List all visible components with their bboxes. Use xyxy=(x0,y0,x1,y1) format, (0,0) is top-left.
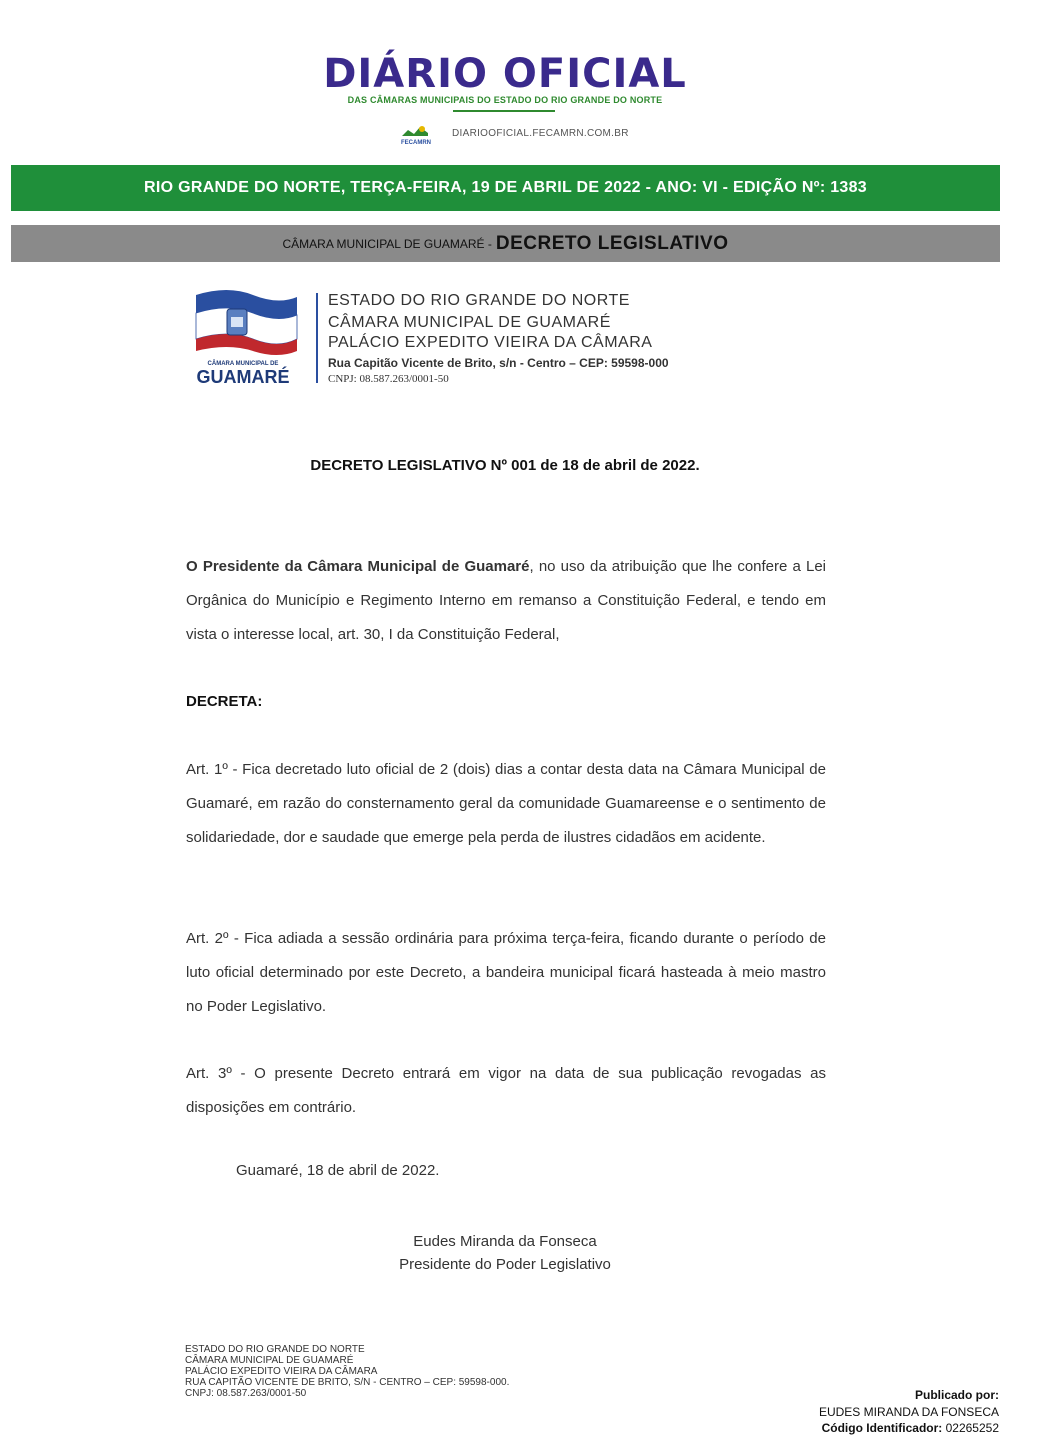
letterhead-state: ESTADO DO RIO GRANDE DO NORTE xyxy=(328,292,630,309)
preamble-text: , no uso da atribuição que lhe confere a Lei Orgânica do Município e Regimento Interno em remanso a Constituição Federal, e tendo em vista o interesse local, art. 30, I da Constituição Federal, xyxy=(186,558,827,643)
place-date: Guamaré, 18 de abril de 2022. xyxy=(236,1162,440,1179)
letterhead-divider xyxy=(316,293,318,383)
article-3: Art. 3º - O presente Decreto entrará em vigor na data de sua publicação revogadas as disposições em contrário. xyxy=(186,1065,826,1116)
edition-bar xyxy=(11,165,1000,211)
masthead-divider xyxy=(453,110,555,112)
footer-cnpj: CNPJ: 08.587.263/0001-50 xyxy=(185,1388,307,1399)
section-organization: CÂMARA MUNICIPAL DE GUAMARÉ - xyxy=(282,236,492,251)
footer-palace: PALÁCIO EXPEDITO VIEIRA DA CÂMARA xyxy=(185,1366,378,1377)
masthead-subtitle: DAS CÂMARAS MUNICIPAIS DO ESTADO DO RIO GRANDE DO NORTE xyxy=(347,95,663,105)
fecamrn-logo xyxy=(398,122,434,146)
identifier-code xyxy=(822,1421,999,1435)
preamble-subject: O Presidente da Câmara Municipal de Guamaré xyxy=(186,558,530,575)
emblem-name: GUAMARÉ xyxy=(196,367,290,387)
signer-name: Eudes Miranda da Fonseca xyxy=(413,1233,597,1250)
article-2: Art. 2º - Fica adiada a sessão ordinária para próxima terça-feira, ficando durante o período de luto oficial determinado por este Decreto, a bandeira municipal ficará hasteada à meio mastro no Poder Legislativo. xyxy=(186,930,826,1015)
masthead-title: DIÁRIO OFICIAL xyxy=(323,51,687,97)
edition-text: RIO GRANDE DO NORTE, TERÇA-FEIRA, 19 DE ABRIL DE 2022 - ANO: VI - EDIÇÃO Nº: 1383 xyxy=(144,179,867,196)
document-title: DECRETO LEGISLATIVO Nº 001 de 18 de abril de 2022. xyxy=(310,457,700,474)
letterhead-chamber: CÂMARA MUNICIPAL DE GUAMARÉ xyxy=(328,314,611,331)
footer-address: RUA CAPITÃO VICENTE DE BRITO, S/N - CENTRO – CEP: 59598-000. xyxy=(185,1377,510,1388)
decreta-heading: DECRETA: xyxy=(186,693,263,710)
emblem-caption: CÂMARA MUNICIPAL DE xyxy=(207,361,279,367)
published-by-label: Publicado por: xyxy=(915,1388,999,1402)
letterhead-cnpj: CNPJ: 08.587.263/0001-50 xyxy=(328,373,449,385)
article-1: Art. 1º - Fica decretado luto oficial de 2 (dois) dias a contar desta data na Câmara Municipal de Guamaré, em razão do consternamento geral da comunidade Guamareense e o sentimento de solidariedade, dor e saudade que emerge pela perda de ilustres cidadãos em acidente. xyxy=(186,761,826,846)
letterhead-palace: PALÁCIO EXPEDITO VIEIRA DA CÂMARA xyxy=(328,334,653,351)
identifier-code-label: Código Identificador: xyxy=(821,1421,943,1435)
letterhead-address: Rua Capitão Vicente de Brito, s/n - Centro – CEP: 59598-000 xyxy=(328,356,669,370)
published-by-name: EUDES MIRANDA DA FONSECA xyxy=(818,1405,999,1419)
signer-role: Presidente do Poder Legislativo xyxy=(399,1256,611,1273)
identifier-code-value: 02265252 xyxy=(945,1421,999,1435)
section-type: DECRETO LEGISLATIVO xyxy=(495,232,729,254)
section-bar xyxy=(11,225,1000,262)
fecamrn-logo-text: FECAMRN xyxy=(401,140,431,146)
footer-state: ESTADO DO RIO GRANDE DO NORTE xyxy=(185,1344,365,1355)
site-url[interactable]: DIARIOOFICIAL.FECAMRN.COM.BR xyxy=(452,128,629,139)
preamble xyxy=(186,550,826,652)
guamare-emblem xyxy=(193,287,303,387)
footer-chamber: CÂMARA MUNICIPAL DE GUAMARÉ xyxy=(185,1355,354,1366)
